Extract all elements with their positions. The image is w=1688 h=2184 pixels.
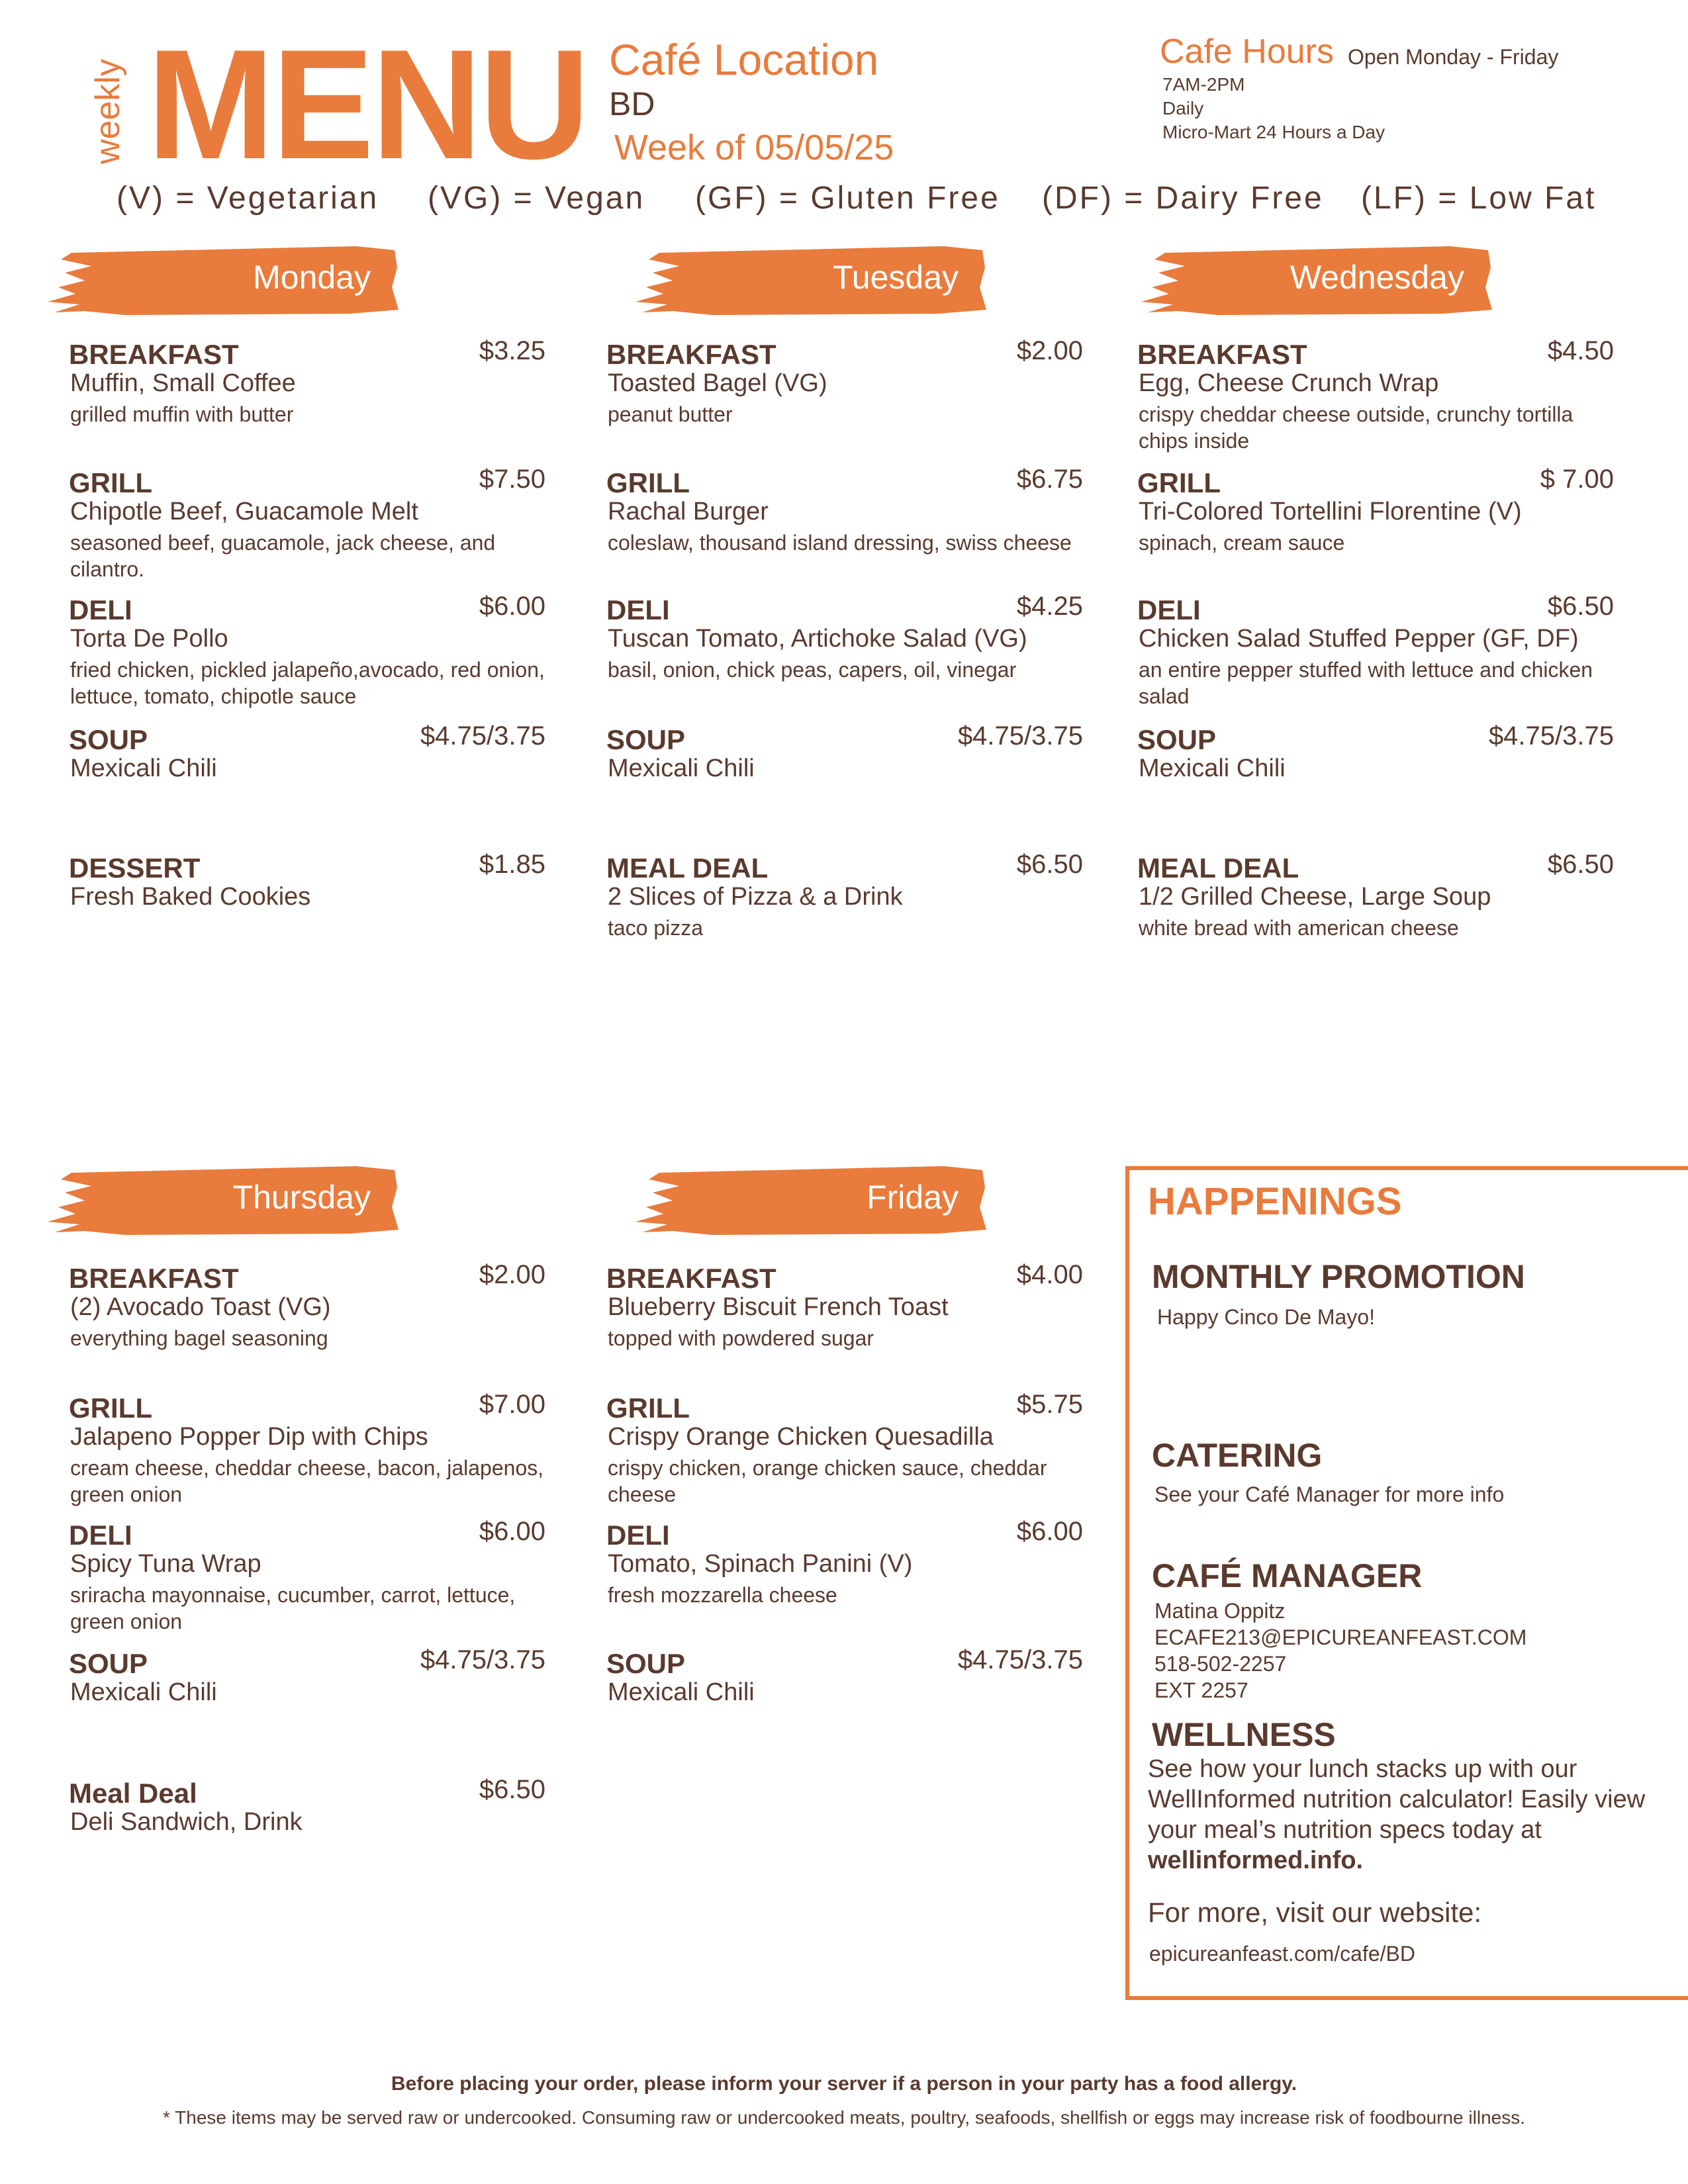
item-description: spinach, cream sauce — [1139, 531, 1345, 555]
item-name: Toasted Bagel (VG) — [608, 369, 827, 397]
item-category: DELI — [69, 594, 132, 625]
item-name: Mexicali Chili — [608, 1678, 755, 1706]
item-name: Crispy Orange Chicken Quesadilla — [608, 1423, 994, 1451]
item-name: Rachal Burger — [608, 498, 769, 525]
monthly-promotion-text: Happy Cinco De Mayo! — [1157, 1305, 1376, 1329]
menu-title: MENU — [147, 17, 588, 192]
item-category: MEAL DEAL — [1137, 852, 1299, 884]
item-price: $4.00 — [1016, 1260, 1083, 1289]
item-description: taco pizza — [608, 916, 704, 940]
item-category: SOUP — [1137, 724, 1217, 755]
item-name: Tri-Colored Tortellini Florentine (V) — [1139, 498, 1522, 525]
website-label: For more, visit our website: — [1148, 1897, 1482, 1928]
item-name: Fresh Baked Cookies — [70, 883, 311, 911]
cafe-hours-time: 7AM-2PM — [1162, 74, 1245, 95]
item-name: Mexicali Chili — [70, 1678, 217, 1706]
manager-name: Matina Oppitz — [1154, 1599, 1286, 1623]
catering-title: CATERING — [1152, 1437, 1323, 1474]
item-category: GRILL — [69, 467, 152, 498]
item-name: Torta De Pollo — [70, 625, 228, 653]
item-description: sriracha mayonnaise, cucumber, carrot, lettuce, green onion — [70, 1583, 516, 1633]
day-label-thursday: Thursday — [232, 1179, 371, 1216]
wellness-body: See how your lunch stacks up with our WellInformed nutrition calculator! Easily view your meal’s nutrition specs today at — [1148, 1755, 1646, 1844]
week-of: Week of 05/05/25 — [614, 128, 894, 167]
item-category: SOUP — [69, 1648, 148, 1679]
website-link[interactable]: epicureanfeast.com/cafe/BD — [1149, 1942, 1415, 1966]
wellness-text — [1148, 1754, 1651, 1876]
item-price: $6.00 — [479, 592, 545, 621]
legend-dairy-free: (DF) = Dairy Free — [1042, 181, 1324, 216]
item-price: $4.75/3.75 — [957, 1645, 1083, 1674]
banner-wednesday — [1139, 241, 1496, 319]
item-name: Muffin, Small Coffee — [70, 369, 296, 397]
item-description: an entire pepper stuffed with lettuce and chicken salad — [1139, 658, 1593, 708]
legend-low-fat: (LF) = Low Fat — [1361, 181, 1597, 216]
item-name: Spicy Tuna Wrap — [70, 1550, 261, 1578]
item-name: Mexicali Chili — [1139, 754, 1286, 782]
item-name: 2 Slices of Pizza & a Drink — [608, 883, 903, 911]
item-description: crispy chicken, orange chicken sauce, cheddar cheese — [608, 1456, 1047, 1506]
item-category: DELI — [606, 1520, 670, 1551]
item-description: fresh mozzarella cheese — [608, 1583, 837, 1607]
item-category: DELI — [1137, 594, 1201, 625]
item-category: SOUP — [606, 724, 686, 755]
item-category: SOUP — [606, 1648, 686, 1679]
manager-extension: EXT 2257 — [1154, 1678, 1248, 1702]
item-name: Egg, Cheese Crunch Wrap — [1139, 369, 1439, 397]
manager-email[interactable]: ECAFE213@EPICUREANFEAST.COM — [1154, 1625, 1527, 1649]
allergy-notice: Before placing your order, please inform your server if a person in your party has a food allergy. — [391, 2073, 1297, 2095]
item-price: $4.50 — [1547, 336, 1614, 365]
item-description: white bread with american cheese — [1139, 916, 1459, 940]
legend-vegetarian: (V) = Vegetarian — [117, 181, 379, 216]
item-category: BREAKFAST — [606, 339, 776, 370]
item-price: $3.25 — [479, 336, 545, 365]
item-name: (2) Avocado Toast (VG) — [70, 1293, 331, 1321]
undercooked-disclaimer: * These items may be served raw or undercooked. Consuming raw or undercooked meats, poultry, seafoods, shellfish or eggs may increase risk of foodbourne illness. — [163, 2107, 1525, 2128]
banner-friday — [633, 1161, 990, 1239]
item-description: coleslaw, thousand island dressing, swiss cheese — [608, 531, 1072, 555]
wellness-title: WELLNESS — [1152, 1716, 1336, 1753]
item-price: $6.00 — [479, 1517, 545, 1546]
cafe-manager-title: CAFÉ MANAGER — [1152, 1557, 1423, 1594]
item-category: GRILL — [1137, 467, 1221, 498]
item-name: Chicken Salad Stuffed Pepper (GF, DF) — [1139, 625, 1579, 653]
day-label-tuesday: Tuesday — [833, 259, 959, 296]
item-category: BREAKFAST — [69, 339, 239, 370]
weekly-label — [78, 46, 138, 165]
item-price: $4.25 — [1016, 592, 1083, 621]
item-category: DESSERT — [69, 852, 201, 884]
item-price: $1.85 — [479, 850, 545, 879]
item-name: Mexicali Chili — [608, 754, 755, 782]
item-name: Tuscan Tomato, Artichoke Salad (VG) — [608, 625, 1027, 653]
item-price: $7.50 — [479, 465, 545, 494]
item-price: $6.50 — [479, 1775, 545, 1804]
item-description: basil, onion, chick peas, capers, oil, vinegar — [608, 658, 1017, 682]
item-category: Meal Deal — [69, 1778, 197, 1809]
item-category: BREAKFAST — [69, 1263, 239, 1294]
day-label-friday: Friday — [867, 1179, 959, 1216]
item-description: crispy cheddar cheese outside, crunchy tortilla chips inside — [1139, 402, 1573, 453]
item-category: DELI — [606, 594, 670, 625]
day-label-monday: Monday — [253, 259, 371, 296]
weekly-text: weekly — [89, 59, 127, 164]
item-price: $4.75/3.75 — [420, 721, 545, 751]
item-description: topped with powdered sugar — [608, 1326, 874, 1350]
item-description: cream cheese, cheddar cheese, bacon, jalapenos, green onion — [70, 1456, 544, 1506]
item-category: DELI — [69, 1520, 132, 1551]
item-price: $4.75/3.75 — [1488, 721, 1614, 751]
item-price: $ 7.00 — [1540, 465, 1614, 494]
item-price: $6.75 — [1016, 465, 1083, 494]
item-description: fried chicken, pickled jalapeño,avocado, red onion, lettuce, tomato, chipotle sauce — [70, 658, 545, 708]
cafe-hours-open: Open Monday - Friday — [1348, 45, 1559, 69]
location-code: BD — [609, 85, 655, 122]
item-name: Mexicali Chili — [70, 754, 217, 782]
item-category: GRILL — [69, 1392, 152, 1424]
monthly-promotion-title: MONTHLY PROMOTION — [1152, 1258, 1525, 1295]
diet-legend — [117, 180, 1599, 226]
item-category: BREAKFAST — [1137, 339, 1307, 370]
item-name: 1/2 Grilled Cheese, Large Soup — [1139, 883, 1491, 911]
micro-mart-hours: Micro-Mart 24 Hours a Day — [1162, 122, 1385, 142]
item-description: seasoned beef, guacamole, jack cheese, and cilantro. — [70, 531, 496, 581]
item-price: $2.00 — [1016, 336, 1083, 365]
item-price: $6.00 — [1016, 1517, 1083, 1546]
item-name: Blueberry Biscuit French Toast — [608, 1293, 949, 1321]
banner-tuesday — [633, 241, 990, 319]
item-description: grilled muffin with butter — [70, 402, 294, 426]
item-price: $5.75 — [1016, 1390, 1083, 1419]
item-description: everything bagel seasoning — [70, 1326, 328, 1350]
cafe-location-label: Café Location — [609, 35, 879, 84]
item-price: $6.50 — [1547, 592, 1614, 621]
item-name: Jalapeno Popper Dip with Chips — [70, 1423, 428, 1451]
item-category: BREAKFAST — [606, 1263, 776, 1294]
legend-vegan: (VG) = Vegan — [428, 181, 645, 216]
item-category: SOUP — [69, 724, 148, 755]
item-category: GRILL — [606, 1392, 690, 1424]
happenings-title: HAPPENINGS — [1148, 1180, 1402, 1223]
item-price: $6.50 — [1547, 850, 1614, 879]
day-label-wednesday: Wednesday — [1289, 259, 1464, 296]
item-description: peanut butter — [608, 402, 733, 426]
catering-text: See your Café Manager for more info — [1154, 1482, 1505, 1506]
item-name: Deli Sandwich, Drink — [70, 1808, 303, 1836]
banner-thursday — [45, 1161, 402, 1239]
item-price: $2.00 — [479, 1260, 545, 1289]
item-price: $6.50 — [1016, 850, 1083, 879]
item-name: Tomato, Spinach Panini (V) — [608, 1550, 913, 1578]
banner-monday — [45, 241, 402, 319]
item-name: Chipotle Beef, Guacamole Melt — [70, 498, 418, 525]
item-category: GRILL — [606, 467, 690, 498]
item-category: MEAL DEAL — [606, 852, 769, 884]
cafe-hours-title: Cafe Hours — [1160, 32, 1334, 71]
item-price: $7.00 — [479, 1390, 545, 1419]
wellness-link[interactable]: wellinformed.info. — [1148, 1846, 1364, 1874]
legend-gluten-free: (GF) = Gluten Free — [695, 181, 1000, 216]
item-price: $4.75/3.75 — [420, 1645, 545, 1674]
cafe-hours-daily: Daily — [1162, 98, 1204, 118]
manager-phone: 518-502-2257 — [1154, 1652, 1287, 1676]
item-price: $4.75/3.75 — [957, 721, 1083, 751]
